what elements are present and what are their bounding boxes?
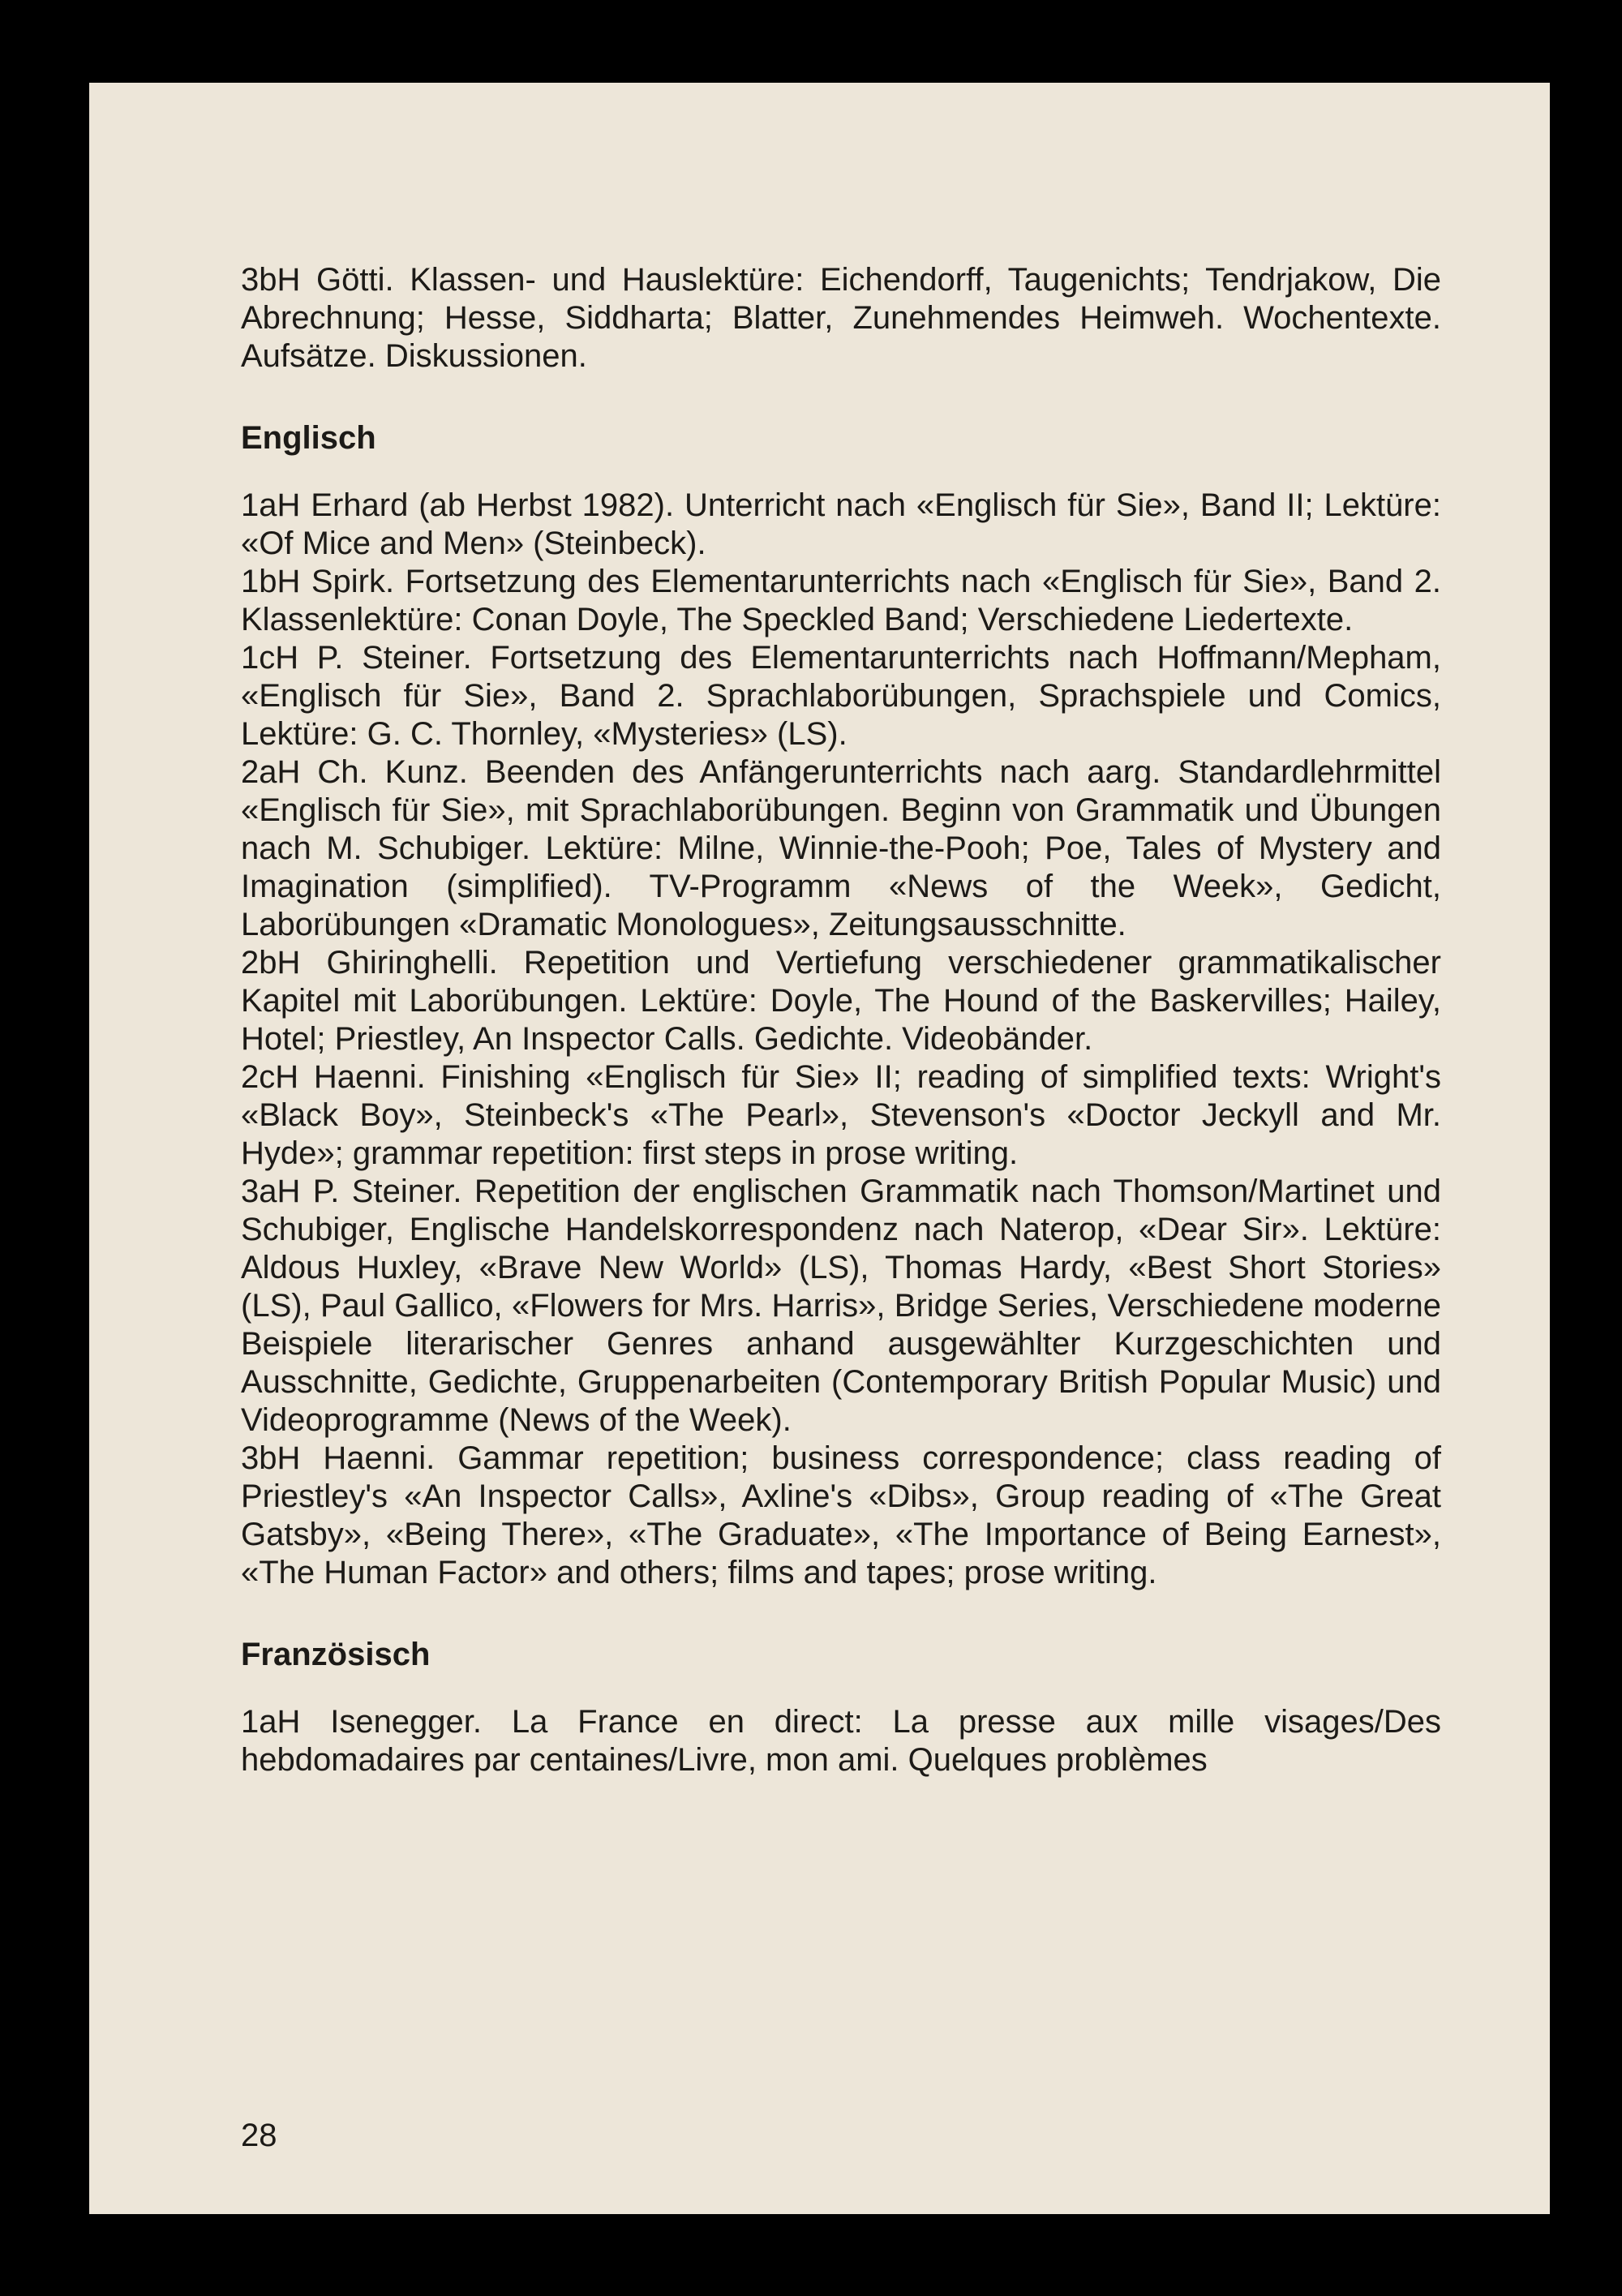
entry-2bh-ghiringhelli: 2bH Ghiringhelli. Repetition und Vertiefung verschiedener grammatikalischer Kapitel mit Laborübungen. Lektüre: Doyle, The Hound of the Baskervilles; Hailey, Hotel; Priestley, An Inspector Calls. Gedichte. Videobänder. — [241, 945, 1441, 1057]
document-page — [89, 83, 1550, 2214]
entry-1ch-steiner: 1cH P. Steiner. Fortsetzung des Elementarunterrichts nach Hoffmann/Mepham, «Englisch für Sie», Band 2. Sprachlaborübungen, Sprachspiele und Comics, Lektüre: G. C. Thornley, «Mysteries» (LS). — [241, 640, 1441, 752]
entry-1ah-erhard: 1aH Erhard (ab Herbst 1982). Unterricht nach «Englisch für Sie», Band II; Lektüre: «Of Mice and Men» (Steinbeck). — [241, 487, 1441, 561]
intro-paragraph: 3bH Götti. Klassen- und Hauslektüre: Eichendorff, Taugenichts; Tendrjakow, Die Abrechnung; Hesse, Siddharta; Blatter, Zunehmendes Heimweh. Wochentexte. Aufsätze. Diskussionen. — [241, 262, 1441, 374]
page-number: 28 — [241, 2118, 277, 2153]
page-content — [241, 261, 1441, 1779]
entry-2ah-kunz: 2aH Ch. Kunz. Beenden des Anfängerunterrichts nach aarg. Standardlehrmittel «Englisch für Sie», mit Sprachlaborübungen. Beginn von Grammatik und Übungen nach M. Schubiger. Lektüre: Milne, Winnie-the-Pooh; Poe, Tales of Mystery and Imagination (simplified). TV-Programm «News of the Week», Gedicht, Laborübungen «Dramatic Monologues», Zeitungsausschnitte. — [241, 754, 1441, 942]
entry-3bh-haenni: 3bH Haenni. Gammar repetition; business correspondence; class reading of Priestley's «An Inspector Calls», Axline's «Dibs», Group reading of «The Great Gatsby», «Being There», «The Graduate», «The Importance of Being Earnest», «The Human Factor» and others; films and tapes; prose writing. — [241, 1440, 1441, 1590]
entry-1ah-isenegger: 1aH Isenegger. La France en direct: La presse aux mille visages/Des hebdomadaires par centaines/Livre, mon ami. Quelques problèmes — [241, 1704, 1441, 1778]
section-heading-englisch: Englisch — [241, 420, 376, 456]
entry-3ah-steiner: 3aH P. Steiner. Repetition der englischen Grammatik nach Thomson/Martinet und Schubiger, Englische Handelskorrespondenz nach Naterop, «Dear Sir». Lektüre: Aldous Huxley, «Brave New World» (LS), Thomas Hardy, «Best Short Stories» (LS), Paul Gallico, «Flowers for Mrs. Harris», Bridge Series, Verschiedene moderne Beispiele literarischer Genres anhand ausgewählter Kurzgeschichten und Ausschnitte, Gedichte, Gruppenarbeiten (Contemporary British Popular Music) und Videoprogramme (News of the Week). — [241, 1174, 1441, 1438]
entry-2ch-haenni: 2cH Haenni. Finishing «Englisch für Sie» II; reading of simplified texts: Wright's «Black Boy», Steinbeck's «The Pearl», Stevenson's «Doctor Jeckyll and Mr. Hyde»; grammar repetition: first steps in prose writing. — [241, 1059, 1441, 1171]
section-heading-franzoesisch: Französisch — [241, 1637, 431, 1672]
entry-1bh-spirk: 1bH Spirk. Fortsetzung des Elementarunterrichts nach «Englisch für Sie», Band 2. Klassenlektüre: Conan Doyle, The Speckled Band; Verschiedene Liedertexte. — [241, 564, 1441, 637]
